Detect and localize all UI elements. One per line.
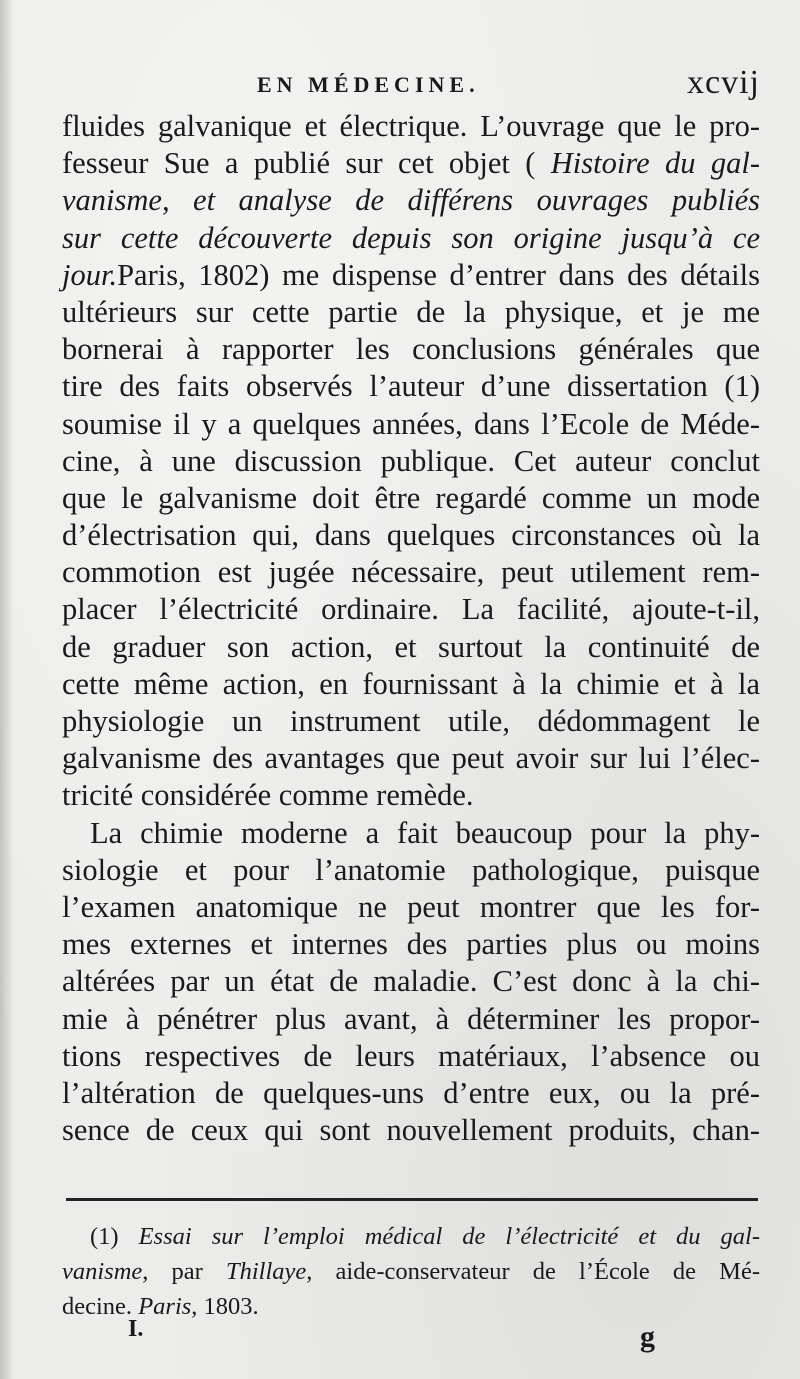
italic-text: Essai sur l’emploi médical de l’électricité et du gal- (138, 1223, 760, 1250)
text-line (62, 703, 760, 740)
text-segment: mes externes et internes des parties plus ou moins (62, 927, 760, 962)
text-segment: ultérieurs sur cette partie de la physique, et je me (62, 294, 760, 329)
page-number: xcvij (687, 64, 760, 101)
text-segment: placer l’électricité ordinaire. La facilité, ajoute-t-il, (62, 592, 760, 627)
text-line (62, 406, 760, 443)
text-segment: , 1803. (191, 1293, 259, 1320)
page-gutter-shadow (0, 0, 14, 1379)
text-line (62, 517, 760, 554)
text-segment: soumise il y a quelques années, dans l’Ecole de Méde- (62, 406, 760, 441)
text-line (62, 740, 760, 777)
running-head: EN MÉDECINE. (257, 72, 480, 97)
text-segment: commotion est jugée nécessaire, peut utilement rem- (62, 555, 760, 590)
text-segment: tions respectives de leurs matériaux, l’absence ou (62, 1038, 760, 1073)
text-segment: altérées par un état de maladie. C’est donc à la chi- (62, 964, 760, 999)
text-segment: La chimie moderne a fait beaucoup pour la phy- (90, 815, 760, 850)
text-segment: sence de ceux qui sont nouvellement produits, chan- (62, 1113, 760, 1148)
page-header (62, 62, 762, 108)
text-line (62, 1001, 760, 1038)
body-text (62, 108, 760, 1149)
text-line (62, 1038, 760, 1075)
text-line (62, 1289, 760, 1324)
text-line (62, 368, 760, 405)
footnote (62, 1219, 760, 1324)
text-segment: tricité considérée comme remède. (62, 778, 474, 813)
text-segment: l’examen anatomique ne peut montrer que les for- (62, 889, 760, 924)
text-segment: de graduer son action, et surtout la continuité de (62, 629, 760, 664)
text-line (90, 1219, 760, 1254)
signature-letter: g (640, 1320, 655, 1353)
text-segment: physiologie un instrument utile, dédommagent le (62, 704, 760, 738)
italic-text: Thillaye (225, 1258, 307, 1285)
text-line (62, 815, 760, 852)
italic-text: jour. (62, 257, 118, 292)
italic-text: Histoire du gal- (550, 146, 760, 181)
text-line (62, 889, 760, 926)
text-segment: fluides galvanique et électrique. L’ouvrage que le pro- (62, 109, 760, 143)
text-line (62, 1112, 760, 1149)
text-segment: d’électrisation qui, dans quelques circonstances où la (62, 518, 760, 553)
text-line (62, 145, 760, 182)
italic-text: vanisme, et analyse de différens ouvrages publiés (62, 183, 760, 218)
text-line (62, 182, 760, 219)
text-line (62, 294, 760, 331)
text-segment: mie à pénétrer plus avant, à déterminer les propor- (62, 1001, 760, 1036)
text-segment: cine, à une discussion publique. Cet auteur conclut (62, 443, 760, 478)
text-line (62, 666, 760, 703)
text-line (62, 963, 760, 1000)
text-segment: Paris, 1802) me dispense d’entrer dans des détails (117, 257, 760, 292)
text-line (62, 331, 760, 368)
text-line (62, 220, 760, 257)
text-line (62, 777, 760, 814)
text-segment: , par (142, 1258, 226, 1285)
text-line (62, 108, 760, 145)
text-segment: (1) (90, 1223, 139, 1250)
text-segment: fesseur Sue a publié sur cet objet ( (62, 146, 551, 181)
text-segment: l’altération de quelques-uns d’entre eux, ou la pré- (62, 1075, 760, 1110)
italic-text: Paris (138, 1293, 192, 1320)
text-segment: que le galvanisme doit être regardé comme un mode (62, 480, 760, 515)
footnote-rule (66, 1198, 758, 1201)
text-line (62, 1254, 760, 1289)
text-segment: decine. (62, 1293, 139, 1320)
text-line (62, 1075, 760, 1112)
text-segment: siologie et pour l’anatomie pathologique, puisque (62, 852, 760, 887)
text-line (62, 591, 760, 628)
signature-mark: I. (128, 1316, 144, 1342)
text-line (62, 480, 760, 517)
text-segment: tire des faits observés l’auteur d’une dissertation (1) (62, 369, 760, 404)
text-segment: cette même action, en fournissant à la chimie et à la (62, 666, 760, 701)
text-segment: galvanisme des avantages que peut avoir sur lui l’élec- (62, 741, 760, 776)
text-segment: , aide-conservateur de l’École de Mé- (306, 1258, 760, 1285)
text-line (62, 926, 760, 963)
italic-text: vanisme (62, 1258, 143, 1285)
text-segment: bornerai à rapporter les conclusions générales que (62, 332, 760, 367)
italic-text: sur cette découverte depuis son origine jusqu’à ce (62, 220, 760, 255)
text-line (62, 554, 760, 591)
text-line (62, 852, 760, 889)
text-line (62, 257, 760, 294)
text-line (62, 629, 760, 666)
text-line (62, 443, 760, 480)
